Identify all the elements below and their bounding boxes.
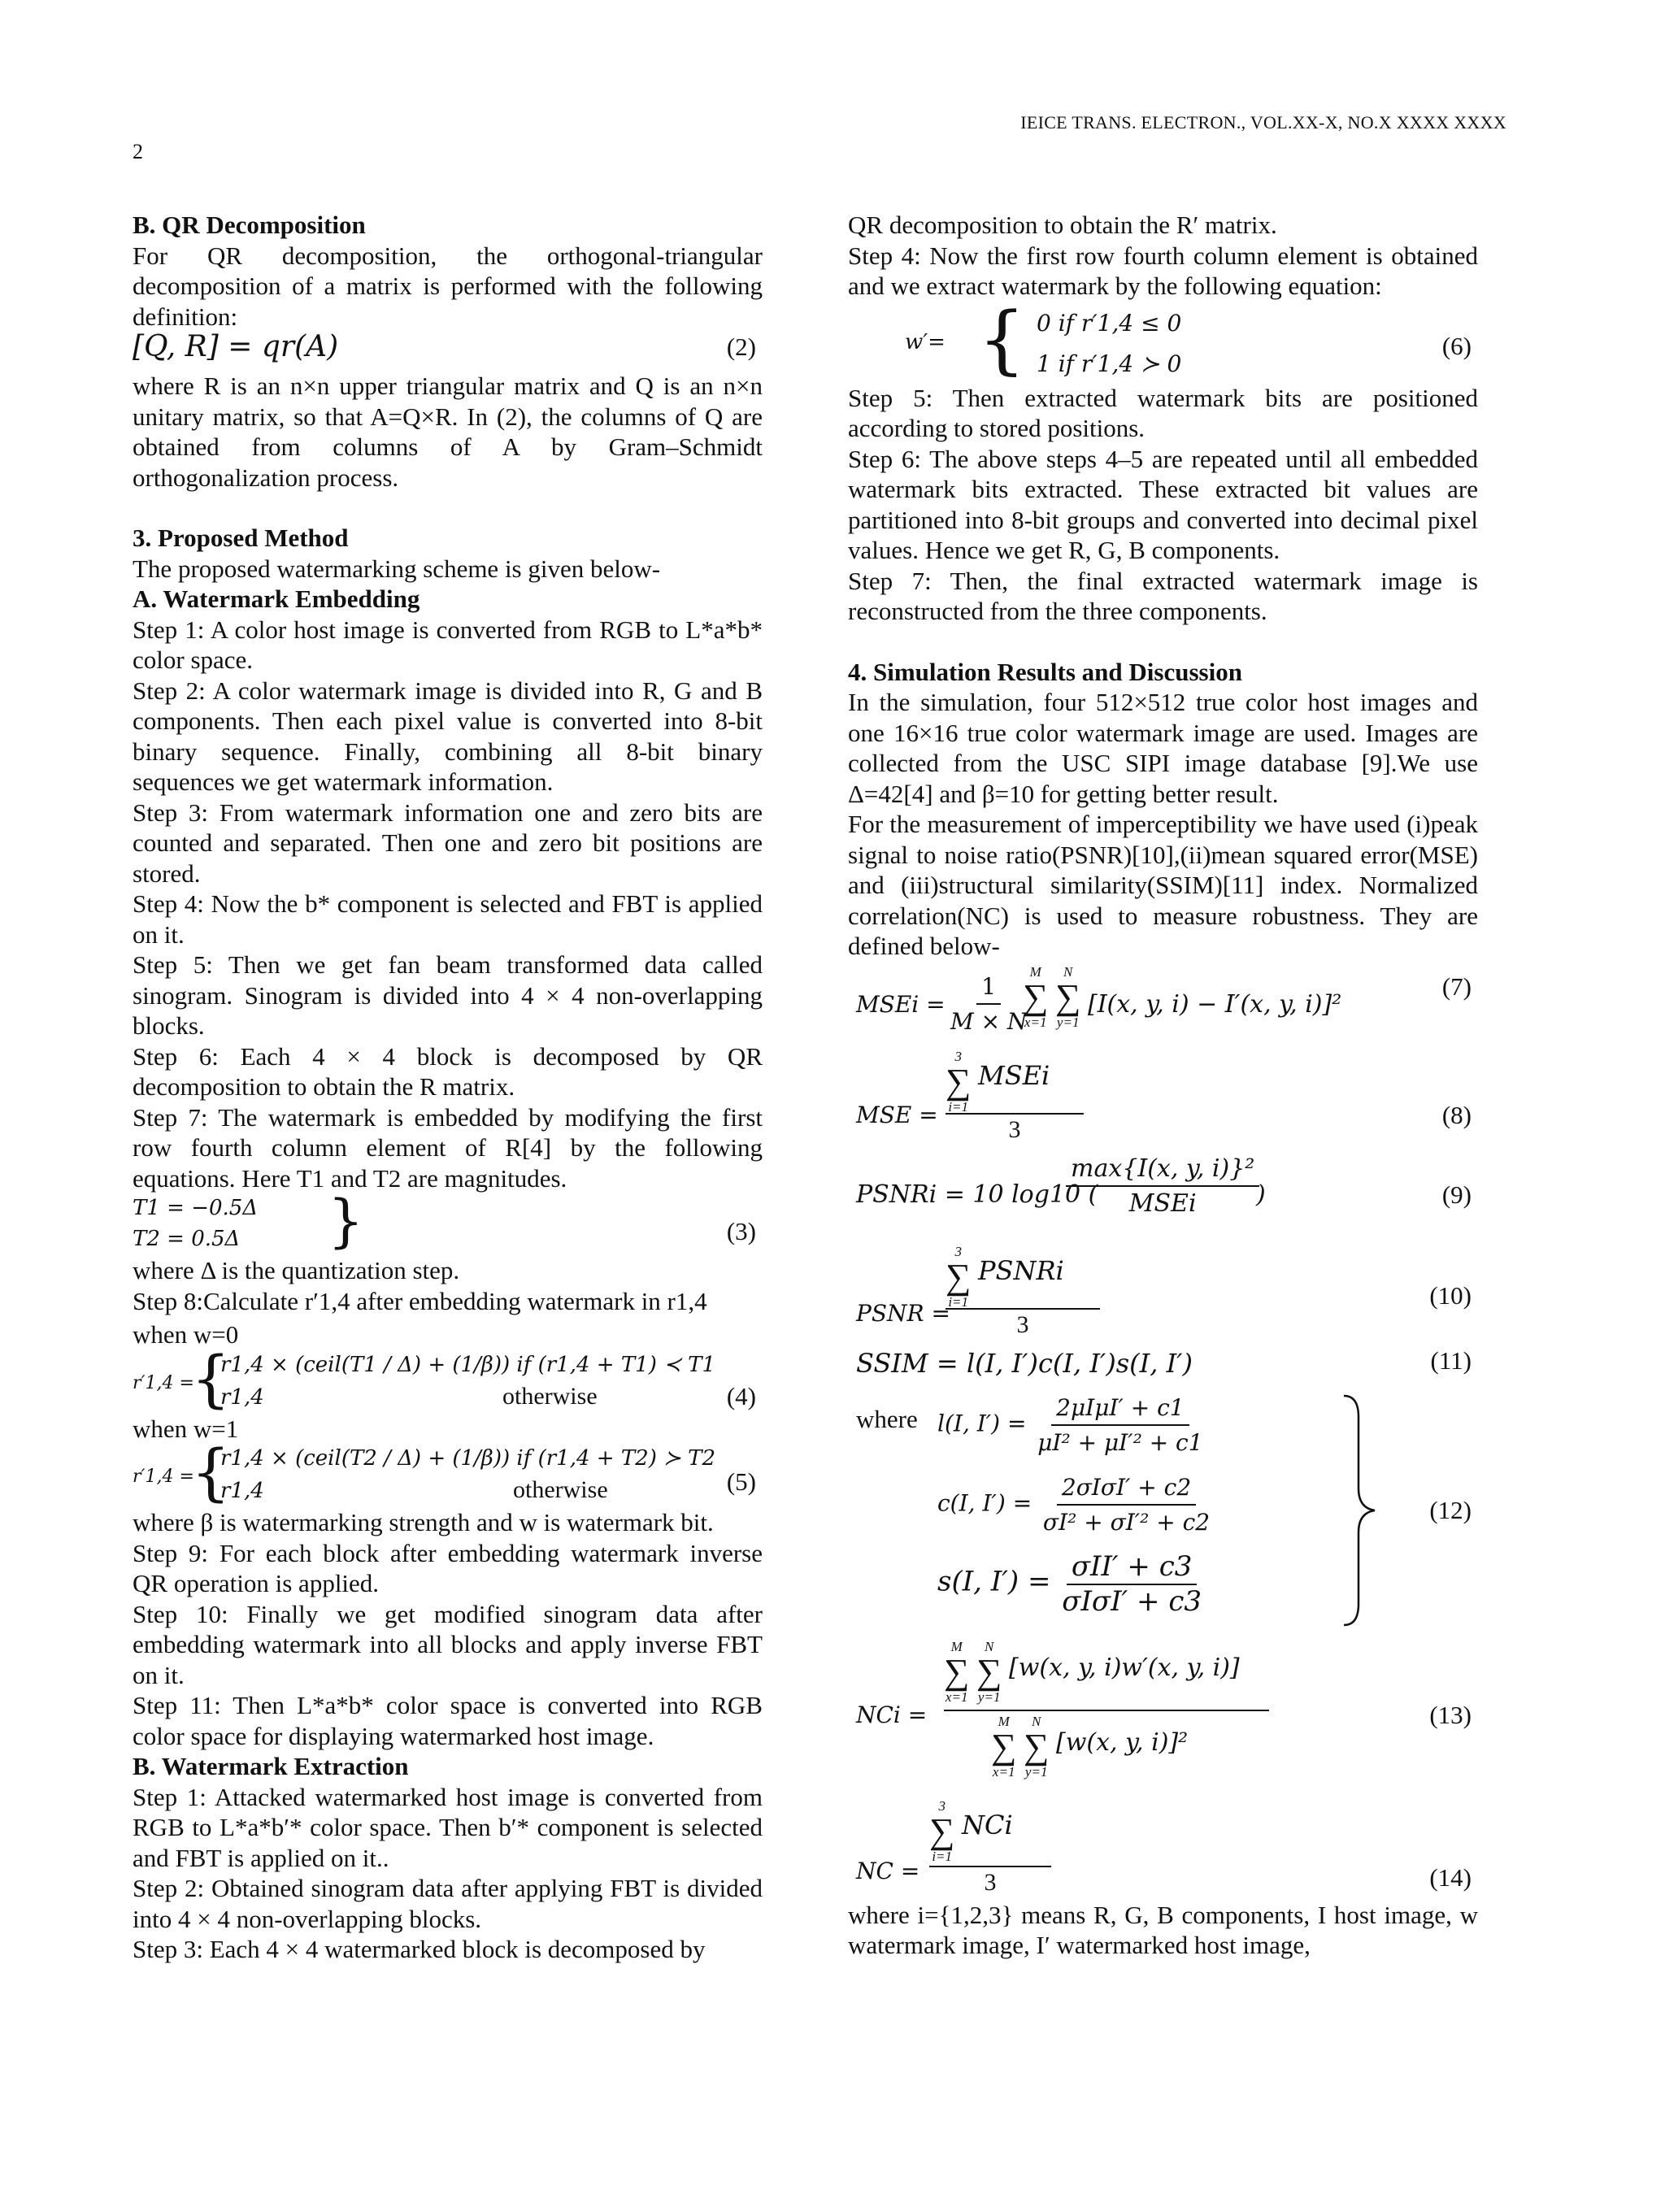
- qr-paragraph-2: where R is an n×n upper triangular matrix and Q is an n×n unitary matrix, so that A=Q×R. In (2), the columns of Q are obtained from columns of A by Gram–Schmidt orthogonalization process.: [133, 372, 763, 492]
- equation-9-denominator: MSEi: [1128, 1189, 1197, 1218]
- equation-5-case-2: r1,4: [220, 1479, 264, 1503]
- equation-7-lhs: MSEi =: [856, 990, 946, 1018]
- equation-7: [848, 965, 1478, 1043]
- equation-12-s: [937, 1549, 1206, 1618]
- equation-12-s-denominator: σIσI′ + c3: [1062, 1585, 1202, 1618]
- equation-9-numerator: max{I(x, y, i)}²: [1066, 1154, 1259, 1188]
- equation-7-sum-y: N ∑ y=1: [1055, 963, 1081, 1030]
- equation-4-lhs: r′1,4 =: [133, 1372, 194, 1393]
- equation-12-c-numerator: 2σIσI′ + c2: [1057, 1472, 1196, 1506]
- equation-13-fraction: M ∑ x=1 N ∑ y=1 [w(x, y, i)w′(x, y, i)] M ∑ x=1 N ∑ y=1 [w(x, y, i)]²: [944, 1640, 1269, 1781]
- equation-14-fraction: 3 ∑ i=1 NCi 3: [929, 1799, 1051, 1898]
- equation-4-brace: {: [191, 1341, 231, 1415]
- equation-12-l-numerator: 2μIμI′ + c1: [1051, 1393, 1189, 1427]
- equation-10-numerator: PSNRi: [978, 1254, 1064, 1286]
- extraction-step-2: Step 2: Obtained sinogram data after applying FBT is divided into 4 × 4 non-overlapping blocks.: [133, 1874, 763, 1933]
- equation-5: [133, 1436, 763, 1508]
- results-paragraph-1: In the simulation, four 512×512 true color host images and one 16×16 true color watermark image are used. Images are collected from the USC SIPI image database [9].We use Δ=42[4] and β=10 for getting better result.: [848, 688, 1478, 808]
- equation-7-fraction-numerator: 1: [976, 971, 1001, 1006]
- equation-8: [848, 1050, 1478, 1147]
- equation-13-numerator: [w(x, y, i)w′(x, y, i)]: [1009, 1653, 1240, 1682]
- extraction-step-3: Step 3: Each 4 × 4 watermarked block is decomposed by: [133, 1935, 706, 1963]
- equation-2: [133, 332, 763, 371]
- qr-paragraph-1: For QR decomposition, the orthogonal-triangular decomposition of a matrix is performed with the following definition:: [133, 241, 763, 331]
- equation-6-case-2: 1 if r′1,4 ≻ 0: [1037, 350, 1182, 377]
- when-w0-label: when w=0: [133, 1320, 239, 1349]
- final-paragraph: where i={1,2,3} means R, G, B components, I host image, w watermark image, I′ watermarked host image,: [848, 1900, 1478, 1959]
- equation-4-case-1: r1,4 × (ceil(T1 / Δ) + (1/β)) if (r1,4 + T1) ≺ T1: [220, 1352, 716, 1377]
- equation-11: [848, 1345, 1478, 1386]
- extraction-step-3-continued: QR decomposition to obtain the R′ matrix.: [848, 211, 1277, 239]
- equation-12-l-denominator: μI² + μI′² + c1: [1037, 1429, 1203, 1456]
- equation-13-denominator: [w(x, y, i)]²: [1056, 1727, 1189, 1757]
- equation-14-numerator: NCi: [962, 1809, 1013, 1840]
- embedding-step-3: Step 3: From watermark information one and zero bits are counted and separated. Then one and zero bit positions are stored.: [133, 797, 763, 888]
- equation-4: [133, 1341, 763, 1415]
- embedding-step-7: Step 7: The watermark is embedded by modifying the first row fourth column element of R[4] by the following equations. Here T1 and T2 are magnitudes.: [133, 1102, 763, 1193]
- extraction-step-1: Step 1: Attacked watermarked host image is converted from RGB to L*a*b′* color space. Then b′* component is selected and FBT is applied on it..: [133, 1782, 763, 1872]
- extraction-step-6: Step 6: The above steps 4–5 are repeated until all embedded watermark bits extracted. These extracted bit values are partitioned into 8-bit groups and converted into decimal pixel values. Hence we get R, G, B components.: [848, 444, 1478, 564]
- results-heading: 4. Simulation Results and Discussion: [848, 657, 1242, 686]
- equation-9-number: (9): [1441, 1180, 1472, 1209]
- embedding-step-1: Step 1: A color host image is converted from RGB to L*a*b* color space.: [133, 615, 763, 674]
- equation-12-s-numerator: σII′ + c3: [1067, 1552, 1198, 1586]
- equation-8-lhs: MSE =: [856, 1101, 938, 1128]
- equation-13: [848, 1640, 1478, 1786]
- equation-6-lhs: w′=: [905, 329, 946, 354]
- equation-4-case-2: r1,4: [220, 1384, 264, 1410]
- equation-7-number: (7): [1441, 971, 1472, 1001]
- equation-11-expression: SSIM = l(I, I′)c(I, I′)s(I, I′): [856, 1347, 1193, 1379]
- beta-definition: where β is watermarking strength and w is watermark bit.: [133, 1508, 714, 1536]
- equation-12-s-lhs: s(I, I′) =: [937, 1565, 1051, 1598]
- page-number: 2: [133, 140, 143, 163]
- equation-12-c-denominator: σI² + σI′² + c2: [1042, 1509, 1211, 1536]
- equation-3-line-1: T1 = −0.5Δ: [133, 1196, 259, 1220]
- embedding-step-4: Step 4: Now the b* component is selected and FBT is applied on it.: [133, 889, 763, 949]
- right-column: [848, 210, 1478, 1961]
- equation-3-brace: }: [328, 1188, 364, 1254]
- equation-13-lhs: NCi =: [856, 1701, 928, 1728]
- equation-5-brace: {: [191, 1436, 231, 1508]
- equation-12-c-lhs: c(I, I′) =: [937, 1489, 1032, 1517]
- delta-definition: where Δ is the quantization step.: [133, 1256, 460, 1284]
- equation-10-lhs: PSNR =: [856, 1299, 950, 1327]
- equation-6-case-1: 0 if r′1,4 ≤ 0: [1037, 309, 1182, 337]
- embedding-heading: A. Watermark Embedding: [133, 585, 420, 613]
- equation-8-denominator: 3: [1008, 1115, 1021, 1143]
- embedding-step-2: Step 2: A color watermark image is divided into R, G and B components. Then each pixel value is converted into 8-bit binary sequence. Finally, combining all 8-bit binary sequences we get watermark information.: [133, 676, 763, 796]
- embedding-step-11: Step 11: Then L*a*b* color space is converted into RGB color space for displaying watermarked host image.: [133, 1691, 763, 1750]
- results-paragraph-2: For the measurement of imperceptibility we have used (i)peak signal to noise ratio(PSNR)[10],(ii)mean squared error(MSE) and (iii)structural similarity(SSIM)[11] index. Normalized correlation(NC) is used to measure robustness. They are defined below-: [848, 810, 1478, 960]
- equation-6-brace: {: [978, 295, 1026, 383]
- equation-8-fraction: 3 ∑ i=1 MSEi 3: [946, 1050, 1084, 1145]
- equation-5-lhs: r′1,4 =: [133, 1467, 194, 1487]
- running-header: IEICE TRANS. ELECTRON., VOL.XX-X, NO.X XXXX XXXX: [1020, 112, 1506, 133]
- equation-5-otherwise: otherwise: [513, 1476, 608, 1503]
- equation-12-c: [937, 1472, 1215, 1538]
- equation-4-number: (4): [726, 1381, 756, 1410]
- equation-5-case-1: r1,4 × (ceil(T2 / Δ) + (1/β)) if (r1,4 + T2) ≻ T2: [220, 1446, 716, 1471]
- method-intro: The proposed watermarking scheme is given below-: [133, 554, 661, 583]
- equation-9-lhs: PSNRi = 10 log10 (: [856, 1180, 1098, 1209]
- equation-2-number: (2): [726, 332, 756, 361]
- method-heading: 3. Proposed Method: [133, 524, 349, 552]
- equation-7-fraction: [946, 971, 1032, 1037]
- equation-7-sum-x: M ∑ x=1: [1023, 963, 1049, 1030]
- when-w1-label: when w=1: [133, 1414, 239, 1443]
- qr-heading: B. QR Decomposition: [133, 211, 366, 239]
- equation-7-fraction-denominator: M × N: [950, 1008, 1028, 1035]
- equation-12-number: (12): [1429, 1495, 1472, 1524]
- extraction-step-7: Step 7: Then, the final extracted watermark image is reconstructed from the three components.: [848, 566, 1478, 625]
- equation-3: [133, 1188, 763, 1255]
- equation-7-body: [I(x, y, i) − I′(x, y, i)]²: [1088, 989, 1342, 1019]
- equation-10: [848, 1245, 1478, 1345]
- equation-13-number: (13): [1429, 1700, 1472, 1729]
- extraction-heading: B. Watermark Extraction: [133, 1752, 409, 1780]
- equation-10-denominator: 3: [1016, 1310, 1029, 1338]
- equation-9-fraction: [1061, 1154, 1264, 1219]
- equation-4-otherwise: otherwise: [502, 1382, 598, 1410]
- equation-5-number: (5): [726, 1467, 756, 1496]
- equation-14-lhs: NC =: [856, 1857, 920, 1884]
- equation-14-denominator: 3: [984, 1868, 997, 1896]
- equation-6-number: (6): [1441, 331, 1472, 360]
- extraction-step-5: Step 5: Then extracted watermark bits are positioned according to stored positions.: [848, 383, 1478, 442]
- equation-12: [848, 1393, 1478, 1636]
- embedding-step-6: Step 6: Each 4 × 4 block is decomposed by QR decomposition to obtain the R matrix.: [133, 1041, 763, 1101]
- equation-12-l-lhs: l(I, I′) =: [937, 1410, 1027, 1437]
- equation-10-number: (10): [1429, 1280, 1472, 1310]
- where-label: where: [856, 1404, 918, 1433]
- equation-9-close-paren: ): [1256, 1180, 1266, 1209]
- equation-11-number: (11): [1430, 1345, 1472, 1375]
- equation-2-expression: [Q, R] = qr(A): [133, 330, 339, 363]
- equation-14: [848, 1799, 1478, 1900]
- embedding-step-9: Step 9: For each block after embedding watermark inverse QR operation is applied.: [133, 1538, 763, 1597]
- equation-14-number: (14): [1429, 1862, 1472, 1892]
- left-column: [133, 210, 763, 1965]
- equation-10-fraction: 3 ∑ i=1 PSNRi 3: [946, 1245, 1100, 1341]
- equation-8-number: (8): [1441, 1100, 1472, 1129]
- equation-12-brace: [1336, 1393, 1385, 1628]
- equation-12-l: [937, 1393, 1208, 1458]
- equation-9: [848, 1154, 1478, 1235]
- equation-8-numerator: MSEi: [978, 1059, 1050, 1091]
- embedding-step-10: Step 10: Finally we get modified sinogram data after embedding watermark into all blocks and apply inverse FBT on it.: [133, 1599, 763, 1689]
- embedding-step-8: Step 8:Calculate r′1,4 after embedding watermark in r1,4: [133, 1286, 707, 1315]
- equation-3-line-2: T2 = 0.5Δ: [133, 1227, 241, 1251]
- extraction-step-4: Step 4: Now the first row fourth column element is obtained and we extract watermark by the following equation:: [848, 241, 1478, 300]
- embedding-step-5: Step 5: Then we get fan beam transformed data called sinogram. Sinogram is divided into 4 × 4 non-overlapping blocks.: [133, 950, 763, 1040]
- equation-3-number: (3): [726, 1217, 756, 1245]
- equation-6: [848, 295, 1478, 383]
